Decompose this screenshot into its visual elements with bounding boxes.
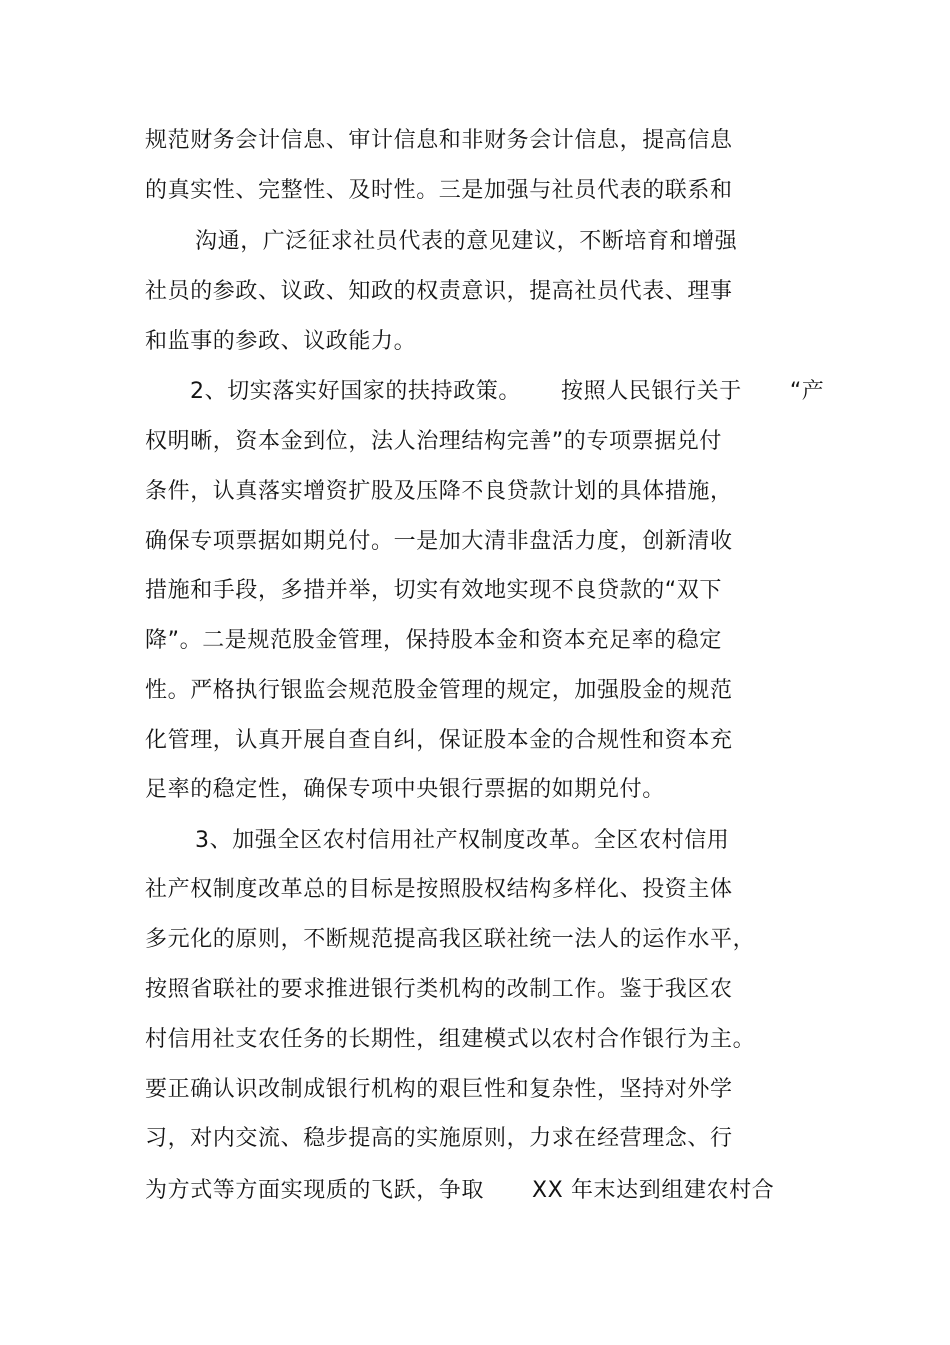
text-segment: 按照人民银行关于 xyxy=(561,379,742,404)
paragraph-line: 化管理，认真开展自查自纠，保证股本金的合规性和资本充 xyxy=(145,728,733,753)
text-segment: XX 年末达到组建农村合 xyxy=(532,1178,775,1203)
paragraph-line: 多元化的原则，不断规范提高我区联社统一法人的运作水平， xyxy=(145,927,756,952)
paragraph-line: 和监事的参政、议政能力。 xyxy=(145,329,417,354)
paragraph-line: 条件，认真落实增资扩股及压降不良贷款计划的具体措施， xyxy=(145,479,733,504)
text-segment: “产 xyxy=(789,379,825,404)
section-heading-3: 3、加强全区农村信用社产权制度改革。全区农村信用 xyxy=(195,828,730,853)
paragraph-line: 村信用社支农任务的长期性，组建模式以农村合作银行为主。 xyxy=(145,1027,756,1052)
paragraph-line xyxy=(190,377,824,407)
paragraph-line: 规范财务会计信息、审计信息和非财务会计信息，提高信息 xyxy=(145,128,733,153)
paragraph-line: 性。严格执行银监会规范股金管理的规定，加强股金的规范 xyxy=(145,678,733,703)
paragraph-line: 沟通，广泛征求社员代表的意见建议，不断培育和增强 xyxy=(195,229,738,254)
paragraph-line: 权明晰，资本金到位，法人治理结构完善”的专项票据兑付 xyxy=(145,429,722,454)
section-heading-2: 2、切实落实好国家的扶持政策。 xyxy=(190,379,521,404)
text-segment: 为方式等方面实现质的飞跃，争取 xyxy=(145,1178,485,1203)
paragraph-line: 社产权制度改革总的目标是按照股权结构多样化、投资主体 xyxy=(145,877,733,902)
paragraph-line: 要正确认识改制成银行机构的艰巨性和复杂性，坚持对外学 xyxy=(145,1077,733,1102)
paragraph-line: 足率的稳定性，确保专项中央银行票据的如期兑付。 xyxy=(145,777,665,802)
paragraph-line: 按照省联社的要求推进银行类机构的改制工作。鉴于我区农 xyxy=(145,977,733,1002)
paragraph-line: 习，对内交流、稳步提高的实施原则，力求在经营理念、行 xyxy=(145,1126,733,1151)
paragraph-line: 社员的参政、议政、知政的权责意识，提高社员代表、理事 xyxy=(145,279,733,304)
paragraph-line: 措施和手段，多措并举，切实有效地实现不良贷款的“双下 xyxy=(145,578,722,603)
paragraph-line: 确保专项票据如期兑付。一是加大清非盘活力度，创新清收 xyxy=(145,529,733,554)
paragraph-line: 降”。二是规范股金管理，保持股本金和资本充足率的稳定 xyxy=(145,628,722,653)
paragraph-line xyxy=(145,1176,774,1206)
paragraph-line: 的真实性、完整性、及时性。三是加强与社员代表的联系和 xyxy=(145,178,733,203)
